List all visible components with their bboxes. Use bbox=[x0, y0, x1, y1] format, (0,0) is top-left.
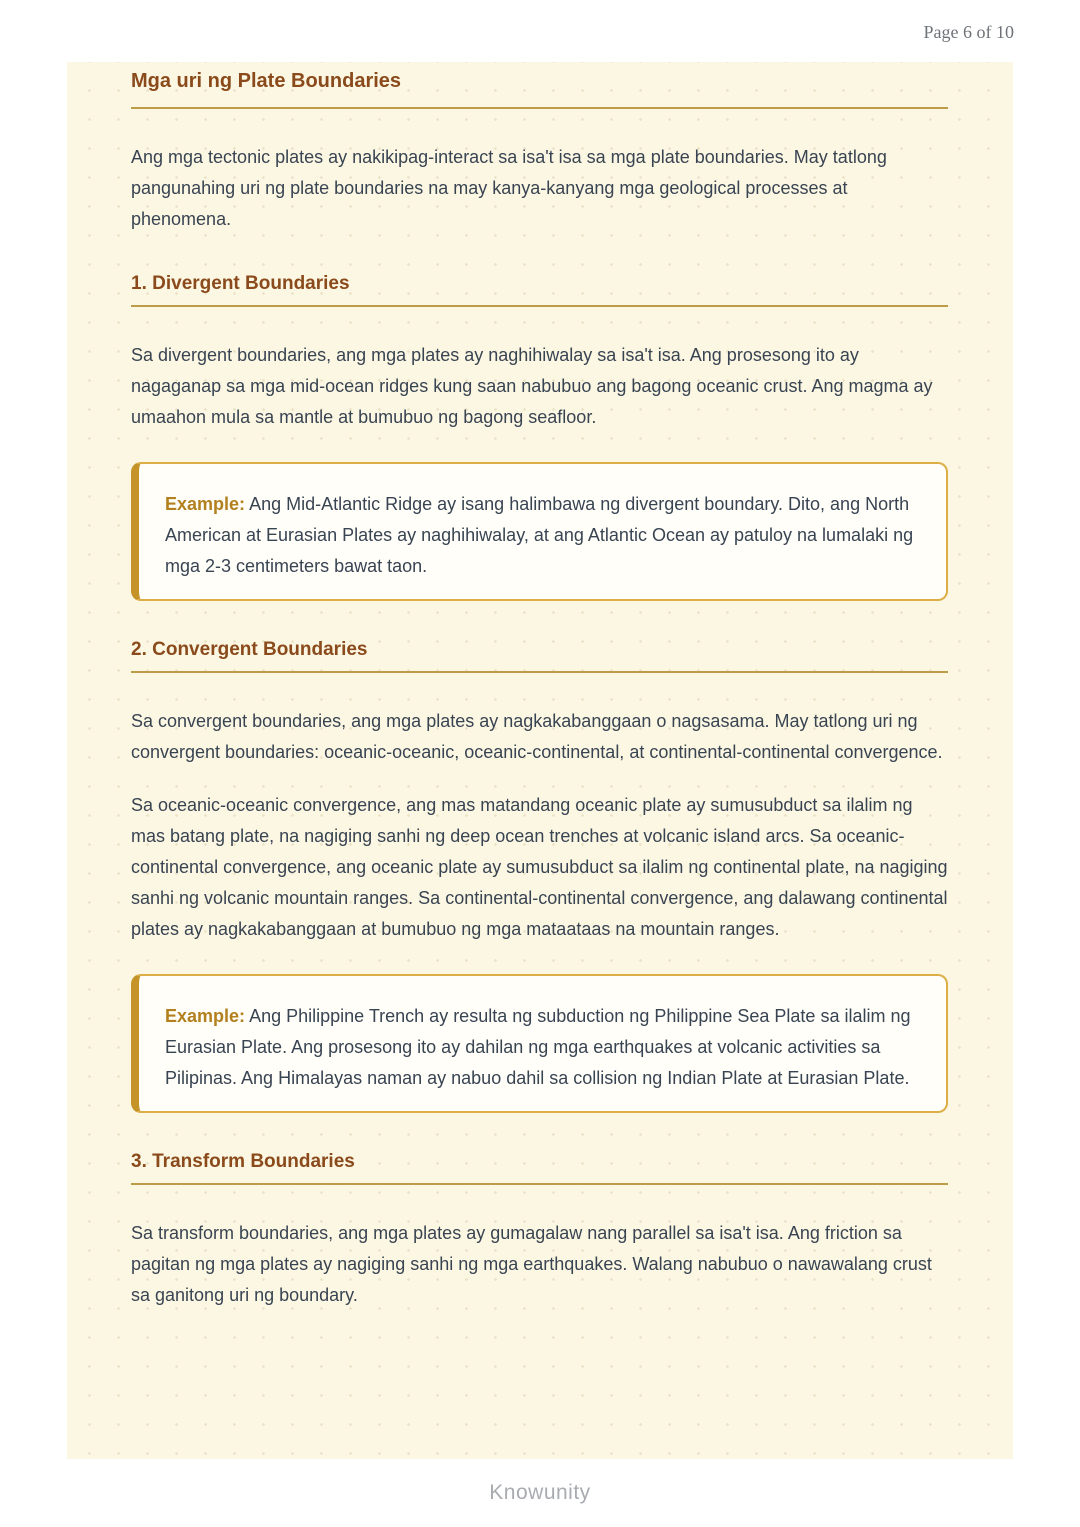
transform-paragraph: Sa transform boundaries, ang mga plates ay gumagalaw nang parallel sa isa't isa. Ang friction sa pagitan ng mga plates ay nagiging sanhi ng mga earthquakes. Walang nabubuo o nawawalang crust sa ganitong uri ng boundary. bbox=[131, 1223, 932, 1305]
convergent-paragraph-1: Sa convergent boundaries, ang mga plates ay nagkakabanggaan o nagsasama. May tatlong uri ng convergent boundaries: oceanic-oceanic, oceanic-continental, at continental-continental convergence. bbox=[131, 711, 943, 762]
example-body: Ang Mid-Atlantic Ridge ay isang halimbawa ng divergent boundary. Dito, ang North American at Eurasian Plates ay naghihiwalay, at ang Atlantic Ocean ay patuloy na lumalaki ng mga 2-3 centimeters bawat taon. bbox=[165, 494, 914, 576]
page-indicator: Page 6 of 10 bbox=[923, 22, 1014, 42]
example-body: Ang Philippine Trench ay resulta ng subduction ng Philippine Sea Plate sa ilalim ng Eurasian Plate. Ang prosesong ito ay dahilan ng mga earthquakes at volcanic activities sa Pilipinas. Ang Himalayas naman ay nabuo dahil sa collision ng Indian Plate at Eurasian Plate. bbox=[165, 1006, 911, 1088]
example-label: Example: bbox=[165, 494, 246, 514]
section-heading-convergent: 2. Convergent Boundaries bbox=[131, 637, 948, 673]
example-text bbox=[165, 489, 916, 582]
example-text bbox=[165, 1001, 916, 1094]
section-heading-divergent: 1. Divergent Boundaries bbox=[131, 271, 948, 307]
example-box-convergent bbox=[131, 974, 948, 1113]
document-title: Mga uri ng Plate Boundaries bbox=[131, 68, 948, 109]
footer-brand: Knowunity bbox=[489, 1481, 591, 1504]
example-box-divergent bbox=[131, 462, 948, 601]
document-content-card bbox=[67, 62, 1013, 1459]
section-heading-transform: 3. Transform Boundaries bbox=[131, 1149, 948, 1185]
example-label: Example: bbox=[165, 1006, 246, 1026]
intro-paragraph: Ang mga tectonic plates ay nakikipag-interact sa isa't isa sa mga plate boundaries. May tatlong pangunahing uri ng plate boundaries na may kanya-kanyang mga geological processes at phenomena. bbox=[131, 147, 887, 229]
divergent-paragraph: Sa divergent boundaries, ang mga plates ay naghihiwalay sa isa't isa. Ang prosesong ito ay nagaganap sa mga mid-ocean ridges kung saan nabubuo ang bagong oceanic crust. Ang magma ay umaahon mula sa mantle at bumubuo ng bagong seafloor. bbox=[131, 345, 933, 427]
convergent-paragraph-2: Sa oceanic-oceanic convergence, ang mas matandang oceanic plate ay sumusubduct sa ilalim ng mas batang plate, na nagiging sanhi ng deep ocean trenches at volcanic island arcs. Sa oceanic-continental convergence, ang oceanic plate ay sumusubduct sa ilalim ng continental plate, na nagiging sanhi ng volcanic mountain ranges. Sa continental-continental convergence, ang dalawang continental plates ay nagkakabanggaan at bumubuo ng mga mataataas na mountain ranges. bbox=[131, 795, 948, 939]
